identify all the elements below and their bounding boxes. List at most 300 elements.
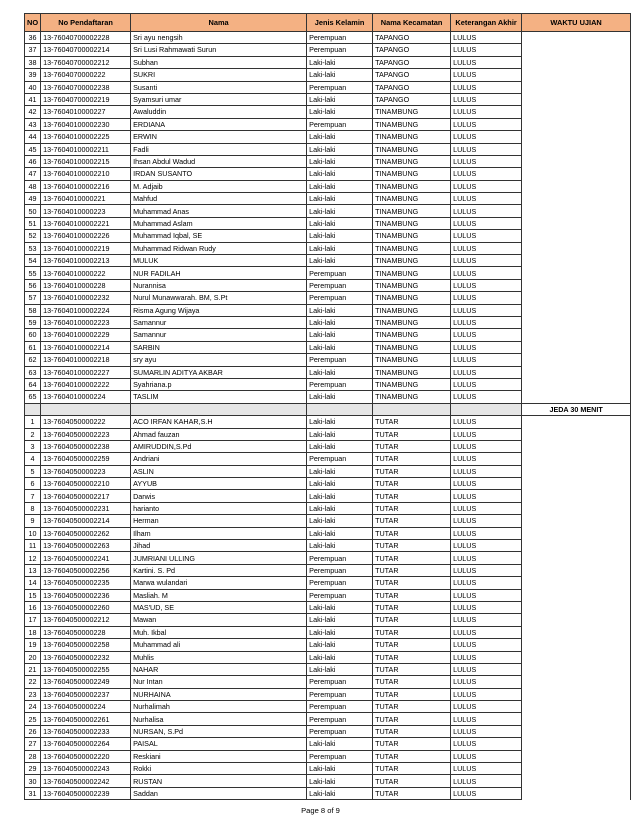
cell-nama-kecamatan: TUTAR <box>373 626 451 638</box>
cell-jenis-kelamin: Perempuan <box>307 564 373 576</box>
cell-waktu-ujian <box>522 180 631 192</box>
header-keterangan-akhir: Keterangan Akhir <box>451 14 522 32</box>
cell-nama-kecamatan: TINAMBUNG <box>373 304 451 316</box>
cell-no: 3 <box>25 440 41 452</box>
table-row <box>25 267 631 279</box>
cell-no: 6 <box>25 478 41 490</box>
cell-jenis-kelamin: Laki-laki <box>307 304 373 316</box>
header-waktu-ujian: WAKTU UJIAN <box>522 14 631 32</box>
cell-no: 56 <box>25 279 41 291</box>
cell-no-pendaftaran: 13-76040700002228 <box>41 32 131 44</box>
cell-no-pendaftaran: 13-76040500002249 <box>41 676 131 688</box>
cell-nama-kecamatan: TINAMBUNG <box>373 354 451 366</box>
cell-waktu-ujian <box>522 626 631 638</box>
cell-nama: Muhammad Aslam <box>131 217 307 229</box>
cell-nama: Mahfud <box>131 193 307 205</box>
cell-nama-kecamatan: TINAMBUNG <box>373 329 451 341</box>
cell-jenis-kelamin: Perempuan <box>307 279 373 291</box>
cell-no-pendaftaran: 13-7604010000228 <box>41 279 131 291</box>
cell-no-pendaftaran: 13-76040500002258 <box>41 639 131 651</box>
cell-jenis-kelamin: Laki-laki <box>307 465 373 477</box>
break-row-empty-cell <box>25 403 41 415</box>
cell-no-pendaftaran: 13-7604010000221 <box>41 193 131 205</box>
cell-keterangan-akhir: LULUS <box>451 564 522 576</box>
header-row <box>25 14 631 32</box>
cell-keterangan-akhir: LULUS <box>451 478 522 490</box>
cell-no-pendaftaran: 13-76040100002224 <box>41 304 131 316</box>
table-row <box>25 93 631 105</box>
cell-waktu-ujian <box>522 205 631 217</box>
cell-nama: MULUK <box>131 255 307 267</box>
cell-no: 7 <box>25 490 41 502</box>
cell-nama-kecamatan: TUTAR <box>373 663 451 675</box>
table-row <box>25 341 631 353</box>
cell-jenis-kelamin: Laki-laki <box>307 391 373 403</box>
cell-nama-kecamatan: TUTAR <box>373 713 451 725</box>
break-row-empty-cell <box>41 403 131 415</box>
cell-nama: Jihad <box>131 540 307 552</box>
table-row <box>25 69 631 81</box>
break-row <box>25 403 631 415</box>
cell-keterangan-akhir: LULUS <box>451 490 522 502</box>
cell-nama-kecamatan: TUTAR <box>373 440 451 452</box>
cell-waktu-ujian <box>522 217 631 229</box>
cell-keterangan-akhir: LULUS <box>451 354 522 366</box>
cell-nama: Rokki <box>131 763 307 775</box>
cell-no: 55 <box>25 267 41 279</box>
header-nama: Nama <box>131 14 307 32</box>
cell-nama: AMIRUDDIN,S.Pd <box>131 440 307 452</box>
cell-no: 26 <box>25 725 41 737</box>
table-row <box>25 304 631 316</box>
cell-nama: ASLIN <box>131 465 307 477</box>
table-row <box>25 193 631 205</box>
table-row <box>25 106 631 118</box>
cell-nama-kecamatan: TUTAR <box>373 490 451 502</box>
cell-jenis-kelamin: Perempuan <box>307 577 373 589</box>
cell-keterangan-akhir: LULUS <box>451 304 522 316</box>
table-row <box>25 316 631 328</box>
cell-waktu-ujian <box>522 787 631 799</box>
cell-no-pendaftaran: 13-76040500002259 <box>41 453 131 465</box>
cell-nama-kecamatan: TUTAR <box>373 787 451 799</box>
cell-keterangan-akhir: LULUS <box>451 713 522 725</box>
cell-nama-kecamatan: TINAMBUNG <box>373 106 451 118</box>
cell-no-pendaftaran: 13-76040100002230 <box>41 118 131 130</box>
cell-no-pendaftaran: 13-7604070000222 <box>41 69 131 81</box>
cell-jenis-kelamin: Laki-laki <box>307 663 373 675</box>
cell-nama: Muhammad Ridwan Rudy <box>131 242 307 254</box>
cell-keterangan-akhir: LULUS <box>451 552 522 564</box>
cell-nama-kecamatan: TINAMBUNG <box>373 366 451 378</box>
cell-nama-kecamatan: TUTAR <box>373 515 451 527</box>
cell-nama: Ihsan Abdul Wadud <box>131 155 307 167</box>
table-row <box>25 255 631 267</box>
table-row <box>25 81 631 93</box>
cell-jenis-kelamin: Laki-laki <box>307 787 373 799</box>
cell-nama-kecamatan: TUTAR <box>373 502 451 514</box>
cell-nama-kecamatan: TUTAR <box>373 527 451 539</box>
cell-keterangan-akhir: LULUS <box>451 366 522 378</box>
cell-nama-kecamatan: TINAMBUNG <box>373 118 451 130</box>
table-row <box>25 515 631 527</box>
cell-no: 13 <box>25 564 41 576</box>
cell-no: 9 <box>25 515 41 527</box>
cell-waktu-ujian <box>522 255 631 267</box>
cell-no-pendaftaran: 13-76040100002229 <box>41 329 131 341</box>
cell-waktu-ujian <box>522 242 631 254</box>
cell-jenis-kelamin: Laki-laki <box>307 763 373 775</box>
cell-nama-kecamatan: TUTAR <box>373 688 451 700</box>
cell-no: 47 <box>25 168 41 180</box>
cell-keterangan-akhir: LULUS <box>451 44 522 56</box>
cell-nama-kecamatan: TAPANGO <box>373 69 451 81</box>
cell-waktu-ujian <box>522 106 631 118</box>
cell-no-pendaftaran: 13-7604010000227 <box>41 106 131 118</box>
cell-no-pendaftaran: 13-7604050000222 <box>41 416 131 428</box>
cell-nama-kecamatan: TAPANGO <box>373 81 451 93</box>
cell-nama-kecamatan: TUTAR <box>373 465 451 477</box>
cell-keterangan-akhir: LULUS <box>451 230 522 242</box>
cell-no: 17 <box>25 614 41 626</box>
cell-nama-kecamatan: TUTAR <box>373 601 451 613</box>
cell-no: 8 <box>25 502 41 514</box>
cell-no-pendaftaran: 13-76040500002256 <box>41 564 131 576</box>
cell-no-pendaftaran: 13-76040500002237 <box>41 688 131 700</box>
cell-keterangan-akhir: LULUS <box>451 255 522 267</box>
cell-no: 27 <box>25 738 41 750</box>
cell-keterangan-akhir: LULUS <box>451 663 522 675</box>
cell-nama: Andriani <box>131 453 307 465</box>
cell-waktu-ujian <box>522 552 631 564</box>
cell-nama: MAS'UD, SE <box>131 601 307 613</box>
cell-waktu-ujian <box>522 713 631 725</box>
cell-nama: Fadli <box>131 143 307 155</box>
cell-waktu-ujian <box>522 701 631 713</box>
cell-no-pendaftaran: 13-76040100002225 <box>41 131 131 143</box>
table-row <box>25 540 631 552</box>
table-row <box>25 787 631 799</box>
cell-keterangan-akhir: LULUS <box>451 217 522 229</box>
cell-keterangan-akhir: LULUS <box>451 93 522 105</box>
cell-no-pendaftaran: 13-7604050000223 <box>41 465 131 477</box>
break-label: JEDA 30 MENIT <box>522 403 631 415</box>
table-row <box>25 230 631 242</box>
cell-waktu-ujian <box>522 81 631 93</box>
cell-waktu-ujian <box>522 601 631 613</box>
cell-nama: harianto <box>131 502 307 514</box>
cell-jenis-kelamin: Laki-laki <box>307 131 373 143</box>
cell-nama-kecamatan: TUTAR <box>373 775 451 787</box>
cell-jenis-kelamin: Perempuan <box>307 713 373 725</box>
cell-waktu-ujian <box>522 366 631 378</box>
cell-no: 19 <box>25 639 41 651</box>
cell-no-pendaftaran: 13-76040100002222 <box>41 378 131 390</box>
table-row <box>25 143 631 155</box>
cell-keterangan-akhir: LULUS <box>451 515 522 527</box>
cell-keterangan-akhir: LULUS <box>451 651 522 663</box>
cell-jenis-kelamin: Laki-laki <box>307 440 373 452</box>
cell-waktu-ujian <box>522 589 631 601</box>
cell-waktu-ujian <box>522 540 631 552</box>
cell-nama: Herman <box>131 515 307 527</box>
cell-jenis-kelamin: Laki-laki <box>307 205 373 217</box>
cell-nama-kecamatan: TUTAR <box>373 725 451 737</box>
header-jenis-kelamin: Jenis Kelamin <box>307 14 373 32</box>
cell-nama: ERDIANA <box>131 118 307 130</box>
cell-keterangan-akhir: LULUS <box>451 601 522 613</box>
cell-keterangan-akhir: LULUS <box>451 242 522 254</box>
cell-nama-kecamatan: TUTAR <box>373 428 451 440</box>
cell-waktu-ujian <box>522 56 631 68</box>
cell-nama: NURSAN, S.Pd <box>131 725 307 737</box>
cell-no: 24 <box>25 701 41 713</box>
cell-nama: Susanti <box>131 81 307 93</box>
cell-waktu-ujian <box>522 391 631 403</box>
cell-no-pendaftaran: 13-76040100002226 <box>41 230 131 242</box>
cell-waktu-ujian <box>522 44 631 56</box>
cell-waktu-ujian <box>522 639 631 651</box>
cell-nama: SUMARLIN ADITYA AKBAR <box>131 366 307 378</box>
cell-nama: NUR FADILAH <box>131 267 307 279</box>
cell-jenis-kelamin: Laki-laki <box>307 242 373 254</box>
cell-jenis-kelamin: Laki-laki <box>307 639 373 651</box>
header-no: NO <box>25 14 41 32</box>
cell-waktu-ujian <box>522 750 631 762</box>
cell-waktu-ujian <box>522 688 631 700</box>
cell-waktu-ujian <box>522 143 631 155</box>
cell-no: 48 <box>25 180 41 192</box>
cell-nama-kecamatan: TUTAR <box>373 614 451 626</box>
cell-nama-kecamatan: TUTAR <box>373 453 451 465</box>
cell-nama: Nurhalisa <box>131 713 307 725</box>
cell-jenis-kelamin: Perempuan <box>307 354 373 366</box>
cell-no-pendaftaran: 13-76040500002223 <box>41 428 131 440</box>
table-row <box>25 676 631 688</box>
cell-jenis-kelamin: Laki-laki <box>307 540 373 552</box>
cell-no: 52 <box>25 230 41 242</box>
cell-no: 63 <box>25 366 41 378</box>
cell-nama-kecamatan: TUTAR <box>373 577 451 589</box>
table-row <box>25 217 631 229</box>
cell-jenis-kelamin: Laki-laki <box>307 416 373 428</box>
cell-keterangan-akhir: LULUS <box>451 787 522 799</box>
cell-jenis-kelamin: Laki-laki <box>307 56 373 68</box>
cell-no-pendaftaran: 13-76040500002233 <box>41 725 131 737</box>
cell-no-pendaftaran: 13-76040700002238 <box>41 81 131 93</box>
cell-jenis-kelamin: Laki-laki <box>307 341 373 353</box>
cell-no: 38 <box>25 56 41 68</box>
cell-no: 45 <box>25 143 41 155</box>
cell-nama-kecamatan: TAPANGO <box>373 93 451 105</box>
cell-no: 64 <box>25 378 41 390</box>
table-row <box>25 688 631 700</box>
table-row <box>25 279 631 291</box>
header-no-pendaftaran: No Pendaftaran <box>41 14 131 32</box>
cell-nama: Risma Agung Wijaya <box>131 304 307 316</box>
cell-waktu-ujian <box>522 663 631 675</box>
cell-no-pendaftaran: 13-76040500002214 <box>41 515 131 527</box>
cell-no: 36 <box>25 32 41 44</box>
cell-no: 2 <box>25 428 41 440</box>
cell-nama-kecamatan: TINAMBUNG <box>373 279 451 291</box>
cell-no: 28 <box>25 750 41 762</box>
cell-nama: PAISAL <box>131 738 307 750</box>
cell-no: 23 <box>25 688 41 700</box>
cell-no-pendaftaran: 13-76040100002219 <box>41 242 131 254</box>
table-row <box>25 242 631 254</box>
table-row <box>25 490 631 502</box>
cell-nama: Subhan <box>131 56 307 68</box>
table-row <box>25 775 631 787</box>
cell-nama: Sri Lusi Rahmawati Surun <box>131 44 307 56</box>
cell-keterangan-akhir: LULUS <box>451 69 522 81</box>
cell-nama: Nurul Munawwarah. BM, S.Pt <box>131 292 307 304</box>
cell-waktu-ujian <box>522 304 631 316</box>
cell-nama: Kartini. S. Pd <box>131 564 307 576</box>
cell-no: 15 <box>25 589 41 601</box>
cell-no: 37 <box>25 44 41 56</box>
cell-nama-kecamatan: TINAMBUNG <box>373 267 451 279</box>
cell-nama-kecamatan: TINAMBUNG <box>373 193 451 205</box>
table-row <box>25 502 631 514</box>
cell-waktu-ujian <box>522 131 631 143</box>
table-row <box>25 713 631 725</box>
cell-keterangan-akhir: LULUS <box>451 329 522 341</box>
table-row <box>25 32 631 44</box>
cell-keterangan-akhir: LULUS <box>451 738 522 750</box>
cell-keterangan-akhir: LULUS <box>451 589 522 601</box>
cell-no-pendaftaran: 13-7604010000223 <box>41 205 131 217</box>
cell-nama: JUMRIANI ULLING <box>131 552 307 564</box>
cell-waktu-ujian <box>522 279 631 291</box>
table-row <box>25 626 631 638</box>
cell-nama: AYYUB <box>131 478 307 490</box>
cell-nama-kecamatan: TAPANGO <box>373 32 451 44</box>
table-row <box>25 440 631 452</box>
cell-keterangan-akhir: LULUS <box>451 453 522 465</box>
cell-nama-kecamatan: TINAMBUNG <box>373 391 451 403</box>
cell-nama-kecamatan: TINAMBUNG <box>373 242 451 254</box>
table-row <box>25 577 631 589</box>
cell-keterangan-akhir: LULUS <box>451 155 522 167</box>
cell-nama-kecamatan: TINAMBUNG <box>373 168 451 180</box>
cell-jenis-kelamin: Laki-laki <box>307 143 373 155</box>
table-row <box>25 205 631 217</box>
cell-no-pendaftaran: 13-76040500002239 <box>41 787 131 799</box>
cell-nama-kecamatan: TINAMBUNG <box>373 131 451 143</box>
cell-keterangan-akhir: LULUS <box>451 56 522 68</box>
cell-waktu-ujian <box>522 168 631 180</box>
cell-keterangan-akhir: LULUS <box>451 267 522 279</box>
cell-no-pendaftaran: 13-76040100002218 <box>41 354 131 366</box>
table-row <box>25 552 631 564</box>
cell-waktu-ujian <box>522 267 631 279</box>
table-row <box>25 614 631 626</box>
cell-jenis-kelamin: Perempuan <box>307 701 373 713</box>
cell-keterangan-akhir: LULUS <box>451 577 522 589</box>
cell-nama-kecamatan: TINAMBUNG <box>373 230 451 242</box>
cell-keterangan-akhir: LULUS <box>451 316 522 328</box>
cell-nama: Syahriana.p <box>131 378 307 390</box>
table-row <box>25 651 631 663</box>
cell-no-pendaftaran: 13-76040500002236 <box>41 589 131 601</box>
cell-no: 40 <box>25 81 41 93</box>
table-row <box>25 329 631 341</box>
table-row <box>25 168 631 180</box>
cell-jenis-kelamin: Laki-laki <box>307 614 373 626</box>
cell-no: 42 <box>25 106 41 118</box>
cell-no: 12 <box>25 552 41 564</box>
cell-nama-kecamatan: TUTAR <box>373 676 451 688</box>
table-row <box>25 416 631 428</box>
cell-jenis-kelamin: Laki-laki <box>307 601 373 613</box>
table-row <box>25 292 631 304</box>
cell-keterangan-akhir: LULUS <box>451 391 522 403</box>
cell-jenis-kelamin: Laki-laki <box>307 527 373 539</box>
cell-nama: Mawan <box>131 614 307 626</box>
cell-waktu-ujian <box>522 292 631 304</box>
cell-nama: M. Adjaib <box>131 180 307 192</box>
cell-no: 29 <box>25 763 41 775</box>
table-row <box>25 527 631 539</box>
cell-no-pendaftaran: 13-7604050000228 <box>41 626 131 638</box>
cell-no-pendaftaran: 13-76040100002227 <box>41 366 131 378</box>
cell-nama-kecamatan: TINAMBUNG <box>373 292 451 304</box>
cell-waktu-ujian <box>522 738 631 750</box>
cell-keterangan-akhir: LULUS <box>451 502 522 514</box>
table-row <box>25 391 631 403</box>
cell-jenis-kelamin: Perempuan <box>307 589 373 601</box>
cell-nama: NURHAINA <box>131 688 307 700</box>
cell-jenis-kelamin: Laki-laki <box>307 316 373 328</box>
table-row <box>25 589 631 601</box>
cell-jenis-kelamin: Laki-laki <box>307 428 373 440</box>
cell-jenis-kelamin: Perempuan <box>307 725 373 737</box>
cell-keterangan-akhir: LULUS <box>451 428 522 440</box>
cell-keterangan-akhir: LULUS <box>451 416 522 428</box>
cell-jenis-kelamin: Laki-laki <box>307 106 373 118</box>
cell-no: 62 <box>25 354 41 366</box>
cell-waktu-ujian <box>522 527 631 539</box>
cell-no: 18 <box>25 626 41 638</box>
cell-keterangan-akhir: LULUS <box>451 750 522 762</box>
cell-no: 53 <box>25 242 41 254</box>
cell-nama: RUSTAN <box>131 775 307 787</box>
cell-no-pendaftaran: 13-76040500002264 <box>41 738 131 750</box>
cell-nama: Ilham <box>131 527 307 539</box>
cell-waktu-ujian <box>522 440 631 452</box>
cell-nama-kecamatan: TINAMBUNG <box>373 155 451 167</box>
cell-nama-kecamatan: TUTAR <box>373 552 451 564</box>
table-row <box>25 601 631 613</box>
table-row <box>25 56 631 68</box>
cell-keterangan-akhir: LULUS <box>451 81 522 93</box>
cell-jenis-kelamin: Perempuan <box>307 453 373 465</box>
cell-waktu-ujian <box>522 230 631 242</box>
cell-nama: Muh. Ikbal <box>131 626 307 638</box>
cell-waktu-ujian <box>522 69 631 81</box>
cell-jenis-kelamin: Perempuan <box>307 81 373 93</box>
cell-jenis-kelamin: Perempuan <box>307 292 373 304</box>
table-row <box>25 180 631 192</box>
cell-nama: ERWIN <box>131 131 307 143</box>
cell-no: 61 <box>25 341 41 353</box>
cell-jenis-kelamin: Perempuan <box>307 750 373 762</box>
cell-no: 44 <box>25 131 41 143</box>
cell-nama: TASLIM <box>131 391 307 403</box>
cell-jenis-kelamin: Laki-laki <box>307 329 373 341</box>
